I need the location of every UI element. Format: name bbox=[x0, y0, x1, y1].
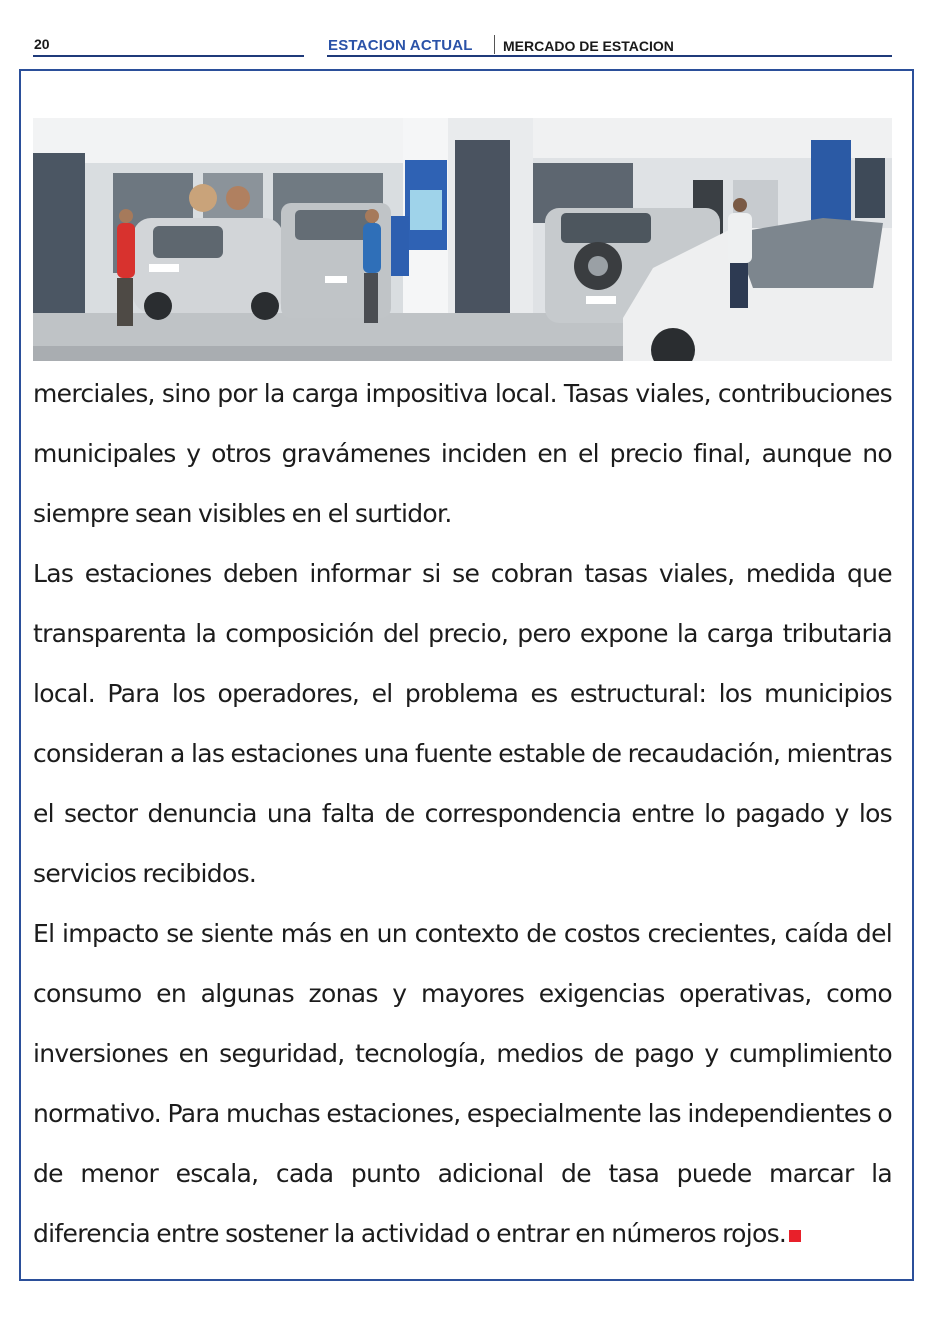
article-paragraph bbox=[33, 544, 892, 904]
gas-station-photo bbox=[33, 118, 892, 361]
article-paragraph-text: Las estaciones deben informar si se cobran tasas viales, medida que transparenta la composición del precio, pero expone la carga tributaria local. Para los operadores, el problema es estructural: los municipios consideran a las estaciones una fuente estable de recaudación, mientras el sector denuncia una falta de correspondencia entre lo pagado y los servicios recibidos. bbox=[33, 559, 892, 888]
header-separator bbox=[494, 35, 495, 54]
header-rule-right bbox=[327, 55, 892, 57]
article-body bbox=[33, 364, 892, 1264]
article-paragraph: merciales, sino por la carga impositiva local. Tasas viales, contribuciones municipales y otros gravámenes inciden en el precio final, aunque no siempre sean visibles en el surtidor. bbox=[33, 379, 892, 528]
end-of-article-mark-icon bbox=[789, 1230, 801, 1242]
section-title: ESTACION ACTUAL bbox=[328, 37, 473, 54]
article-paragraph-last bbox=[33, 904, 892, 1264]
article-paragraph-text: El impacto se siente más en un contexto de costos crecientes, caída del consumo en algunas zonas y mayores exigencias operativas, como inversiones en seguridad, tecnología, medios de pago y cumplimiento normativo. Para muchas estaciones, especialmente las independientes o de menor escala, cada punto adicional de tasa puede marcar la diferencia entre sostener la actividad o entrar en números rojos. bbox=[33, 919, 892, 1248]
section-subtitle: MERCADO DE ESTACION bbox=[503, 38, 674, 54]
header-rule-left bbox=[33, 55, 304, 57]
page-number: 20 bbox=[34, 36, 50, 52]
